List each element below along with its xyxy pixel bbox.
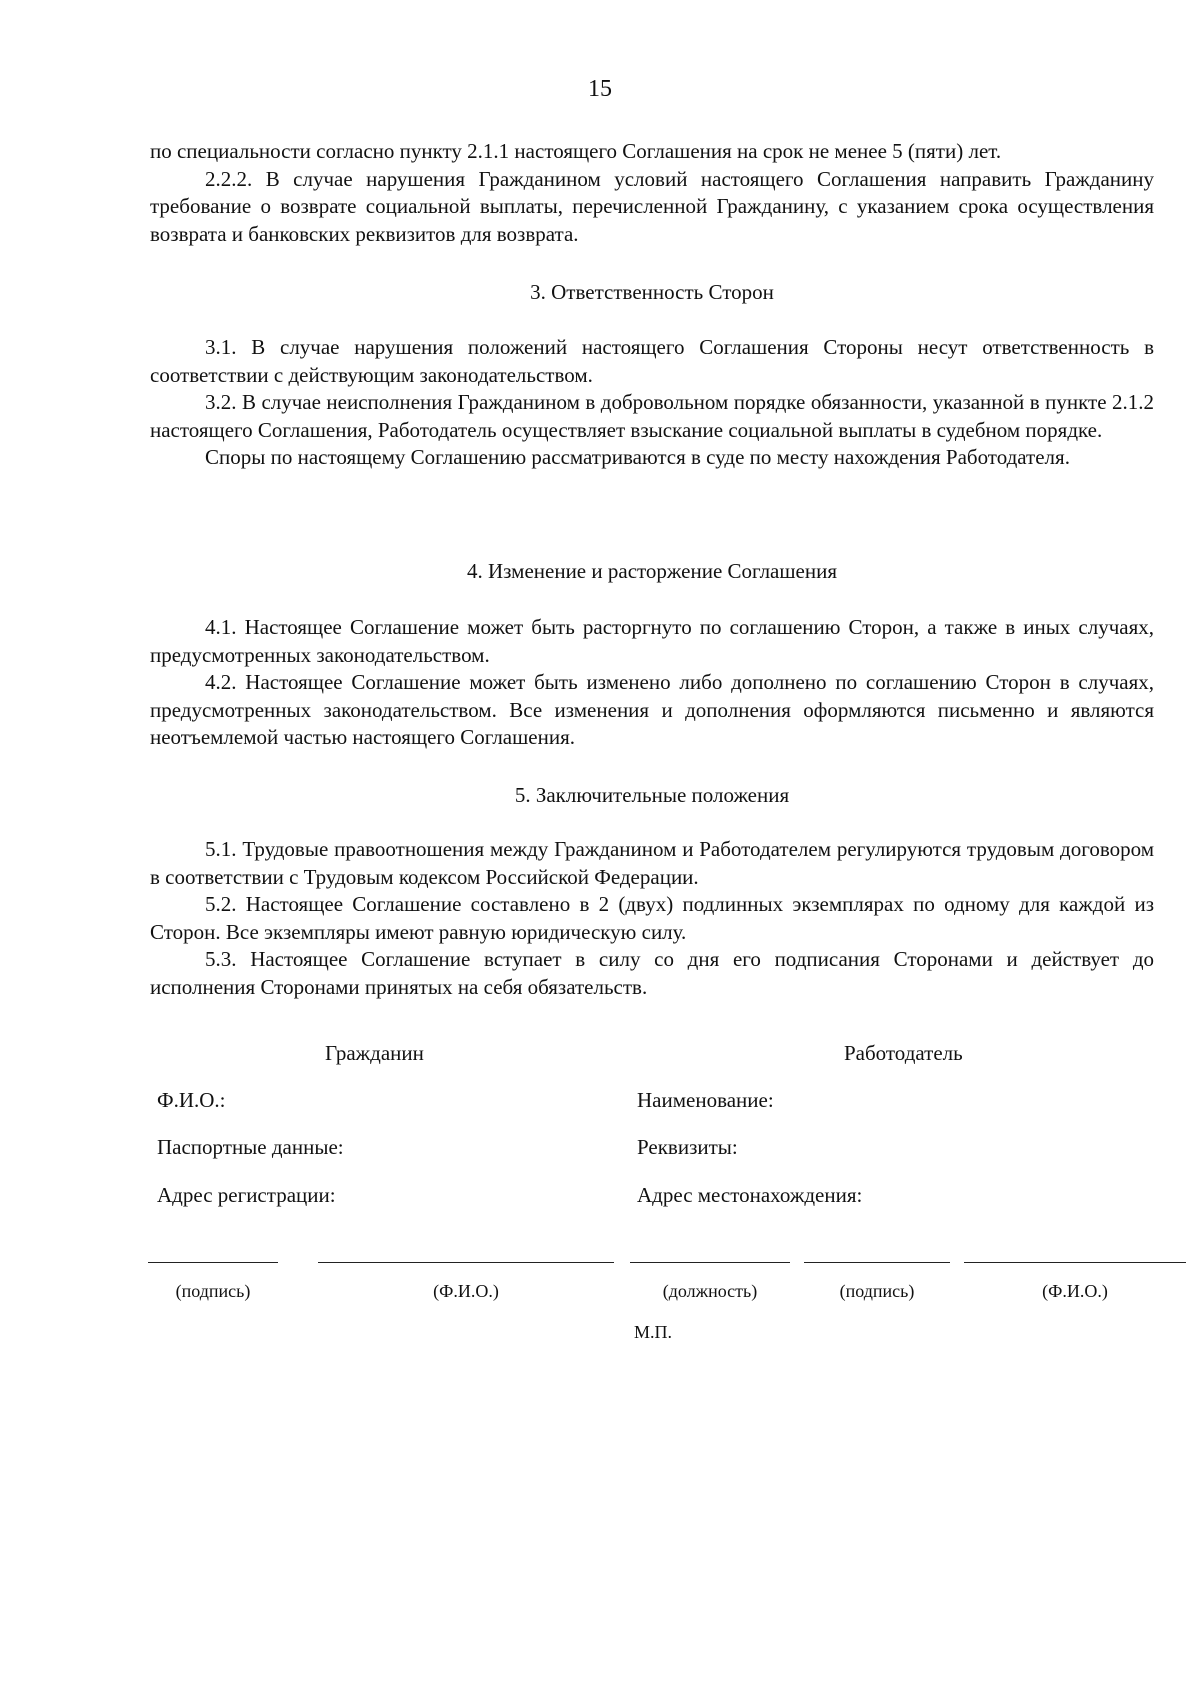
citizen-heading: Гражданин — [325, 1041, 424, 1065]
section-5-paragraph-1: 5.1. Трудовые правоотношения между Гражданином и Работодателем регулируются трудовым договором в соответствии с Трудовым кодексом Российской Федерации. — [150, 837, 1154, 889]
citizen-address-label: Адрес регистрации: — [157, 1183, 336, 1207]
citizen-signature-line — [148, 1262, 278, 1263]
section-4-title: 4. Изменение и расторжение Соглашения — [467, 559, 837, 583]
employer-signature-line — [804, 1262, 950, 1263]
section-3-title: 3. Ответственность Сторон — [530, 280, 774, 304]
employer-fio-caption: (Ф.И.О.) — [1042, 1281, 1108, 1301]
intro-paragraph-2: 2.2.2. В случае нарушения Гражданином условий настоящего Соглашения направить Гражданину требование о возврате социальной выплаты, перечисленной Гражданину, с указанием срока осуществления возврата и банковских реквизитов для возврата. — [150, 166, 1154, 246]
section-3-block — [150, 334, 1154, 472]
section-5-block — [150, 836, 1154, 1001]
section-4-paragraph-1: 4.1. Настоящее Соглашение может быть расторгнуто по соглашению Сторон, а также в иных случаях, предусмотренных законодательством. — [150, 615, 1154, 667]
intro-block — [150, 138, 1154, 248]
section-3-paragraph-1: 3.1. В случае нарушения положений настоящего Соглашения Стороны несут ответственность в соответствии с действующим законодательством. — [150, 335, 1154, 387]
employer-requisites-label: Реквизиты: — [637, 1135, 738, 1159]
section-4-block — [150, 614, 1154, 752]
citizen-signature-caption: (подпись) — [175, 1281, 251, 1301]
section-4-paragraph-2: 4.2. Настоящее Соглашение может быть изменено либо дополнено по соглашению Сторон в случаях, предусмотренных законодательством. Все изменения и дополнения оформляются письменно и являются неотъемлемой частью настоящего Соглашения. — [150, 670, 1154, 749]
stamp-place-label: М.П. — [634, 1322, 673, 1342]
section-5-title: 5. Заключительные положения — [514, 783, 790, 807]
citizen-fio-line — [318, 1262, 614, 1263]
intro-paragraph-1: по специальности согласно пункту 2.1.1 настоящего Соглашения на срок не менее 5 (пяти) лет. — [150, 139, 1002, 163]
employer-address-label: Адрес местонахождения: — [637, 1183, 863, 1207]
employer-position-line — [630, 1262, 790, 1263]
section-3-paragraph-2: 3.2. В случае неисполнения Гражданином в добровольном порядке обязанности, указанной в пункте 2.1.2 настоящего Соглашения, Работодатель осуществляет взыскание социальной выплаты в судебном порядке. — [150, 390, 1154, 442]
employer-fio-line — [964, 1262, 1186, 1263]
section-3-paragraph-3: Споры по настоящему Соглашению рассматриваются в суде по месту нахождения Работодателя. — [205, 445, 1070, 469]
section-5-paragraph-3: 5.3. Настоящее Соглашение вступает в силу со дня его подписания Сторонами и действует до исполнения Сторонами принятых на себя обязательств. — [150, 947, 1154, 999]
employer-position-caption: (должность) — [662, 1281, 758, 1301]
citizen-fio-label: Ф.И.О.: — [157, 1088, 226, 1112]
citizen-passport-label: Паспортные данные: — [157, 1135, 344, 1159]
page-number: 15 — [588, 76, 612, 102]
employer-heading: Работодатель — [844, 1041, 963, 1065]
employer-name-label: Наименование: — [637, 1088, 774, 1112]
section-5-paragraph-2: 5.2. Настоящее Соглашение составлено в 2 (двух) подлинных экземплярах по одному для каждой из Сторон. Все экземпляры имеют равную юридическую силу. — [150, 892, 1154, 944]
citizen-fio-caption: (Ф.И.О.) — [433, 1281, 499, 1301]
employer-signature-caption: (подпись) — [839, 1281, 915, 1301]
